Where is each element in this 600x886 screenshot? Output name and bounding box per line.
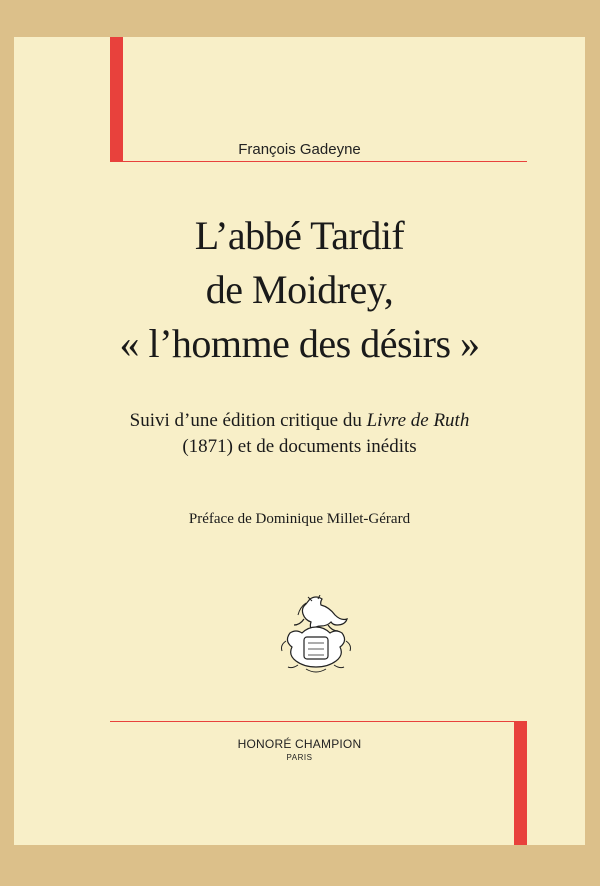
horse-crest-emblem-icon xyxy=(276,595,356,679)
publisher-name: HONORÉ CHAMPION xyxy=(237,737,362,751)
title-line-3: « l’homme des désirs » xyxy=(119,321,480,366)
title-line-1: L’abbé Tardif xyxy=(194,213,405,258)
preface-credit: Préface de Dominique Millet-Gérard xyxy=(188,511,411,527)
book-subtitle xyxy=(14,408,585,460)
title-line-2: de Moidrey, xyxy=(205,267,394,312)
top-rule xyxy=(110,161,527,162)
subtitle-line-1 xyxy=(14,408,585,434)
author-name: François Gadeyne xyxy=(238,141,361,158)
book-title xyxy=(14,209,585,371)
subtitle-italic-title: Livre de Ruth xyxy=(366,410,470,431)
subtitle-prefix: Suivi d’une édition critique du xyxy=(129,410,367,431)
book-cover xyxy=(14,37,585,845)
subtitle-line-2: (1871) et de documents inédits xyxy=(182,436,417,457)
bottom-rule xyxy=(110,721,527,722)
publisher-city: PARIS xyxy=(286,753,313,762)
